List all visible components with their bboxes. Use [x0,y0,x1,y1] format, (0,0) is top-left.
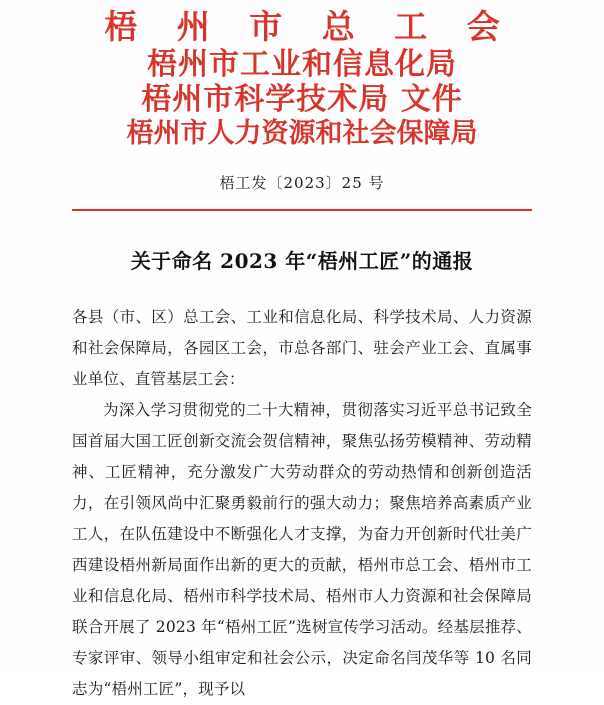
document-body [72,302,532,705]
paragraph-main: 为深入学习贯彻党的二十大精神，贯彻落实习近平总书记致全国首届大国工匠创新交流会贺信精神，聚焦弘扬劳模精神、劳动精神、工匠精神，充分激发广大劳动群众的劳动热情和创新创造活力，在引领风尚中汇聚勇毅前行的强大动力；聚焦培养高素质产业工人，在队伍建设中不断强化人才支撑，为奋力开创新时代壮美广西建设梧州新局面作出新的更大的贡献，梧州市总工会、梧州市工业和信息化局、梧州市科学技术局、梧州市人力资源和社会保障局联合开展了 2023 年“梧州工匠”选树宣传学习活动。经基层推荐、专家评审、领导小组审定和社会公示，决定命名闫茂华等 10 名同志为“梧州工匠”，现予以 [72,400,532,698]
document-title: 关于命名 2023 年“梧州工匠”的通报 [130,248,474,273]
document-number: 梧工发〔2023〕25 号 [219,173,385,192]
masthead-line-2: 梧州市工业和信息化局 [147,46,457,82]
masthead-line-3: 梧州市科学技术局 文件 [141,82,463,118]
masthead-line-1: 梧 州 市 总 工 会 [104,7,514,46]
masthead [72,0,532,150]
paragraph-addressees: 各县（市、区）总工会、工业和信息化局、科学技术局、人力资源和社会保障局，各园区工会，市总各部门、驻会产业工会、直属事业单位、直管基层工会： [72,307,532,388]
masthead-line-4: 梧州市人力资源和社会保障局 [126,117,478,149]
red-divider-rule [72,209,532,211]
